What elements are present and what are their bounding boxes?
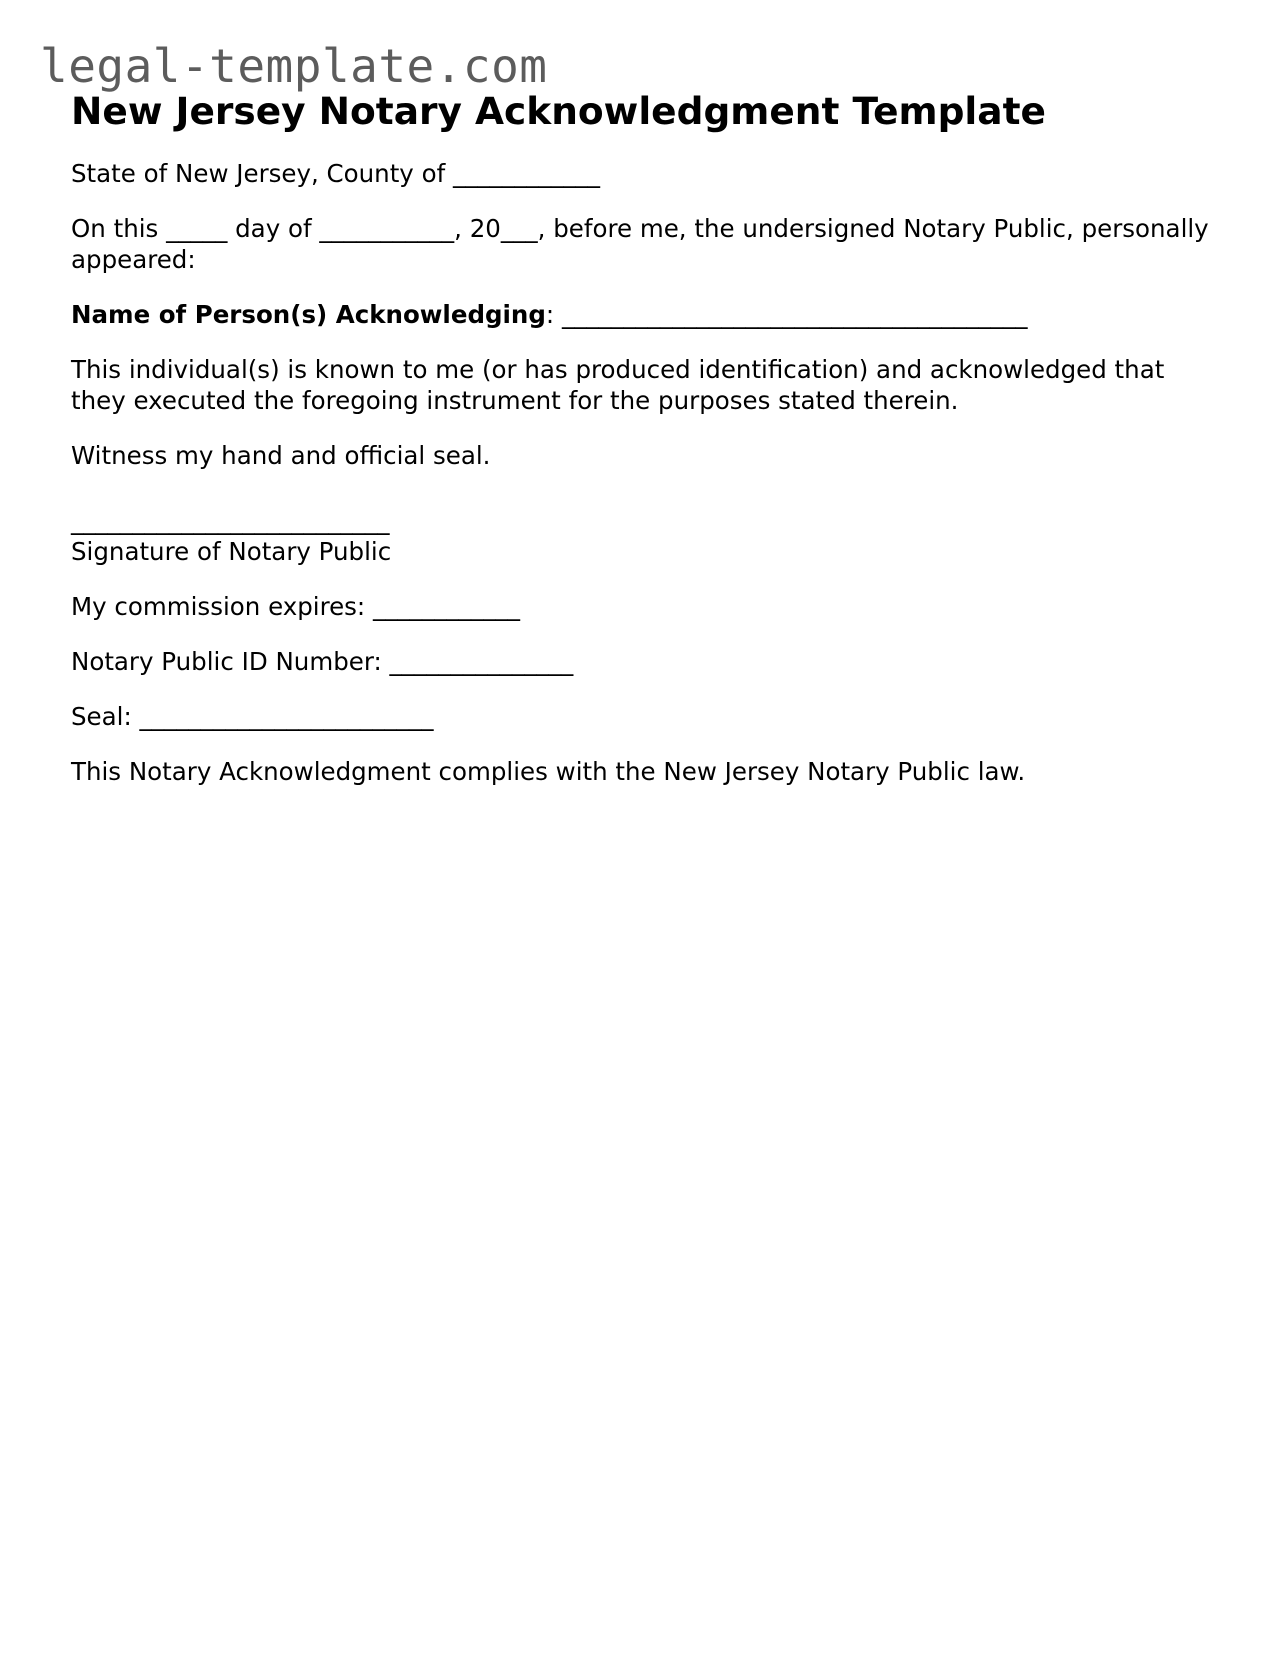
witness-line: Witness my hand and official seal. xyxy=(71,441,491,470)
seal-label: Seal: xyxy=(71,702,140,731)
document-body xyxy=(71,86,1221,811)
venue-text: State of New Jersey, County of xyxy=(71,159,453,188)
appearance-text-3: , 20 xyxy=(454,214,501,243)
name-field-colon: : xyxy=(545,300,562,329)
appearance-text-4: , before me, the undersigned Notary Public, personally appeared: xyxy=(71,214,1209,274)
statement-paragraph: This individual(s) is known to me (or has produced identification) and acknowledged that they executed the foregoing instrument for the purposes stated therein. xyxy=(71,355,1165,415)
venue-line xyxy=(71,158,1221,189)
watermark-logo: legal-template.com xyxy=(40,39,548,93)
signature-block xyxy=(71,505,1221,567)
document-title: New Jersey Notary Acknowledgment Template xyxy=(71,89,1046,133)
signature-line[interactable]: __________________________ xyxy=(71,506,390,535)
appearance-text-1: On this xyxy=(71,214,167,243)
notary-id-line xyxy=(71,646,1221,677)
year-blank[interactable]: ___ xyxy=(500,214,538,243)
notary-id-label: Notary Public ID Number: xyxy=(71,647,390,676)
seal-blank[interactable]: ________________________ xyxy=(139,702,434,731)
name-blank[interactable]: ______________________________________ xyxy=(561,300,1028,329)
day-blank[interactable]: _____ xyxy=(166,214,228,243)
month-blank[interactable]: ___________ xyxy=(319,214,455,243)
name-field-line xyxy=(71,299,1221,330)
appearance-text-2: day of xyxy=(227,214,320,243)
commission-line xyxy=(71,591,1221,622)
appearance-paragraph xyxy=(71,213,1221,275)
commission-label: My commission expires: xyxy=(71,592,373,621)
seal-line xyxy=(71,701,1221,732)
signature-label: Signature of Notary Public xyxy=(71,537,392,566)
county-blank[interactable]: ____________ xyxy=(453,159,600,188)
commission-blank[interactable]: ____________ xyxy=(372,592,520,621)
notary-id-blank[interactable]: _______________ xyxy=(389,647,574,676)
name-field-label: Name of Person(s) Acknowledging xyxy=(71,300,546,329)
compliance-statement: This Notary Acknowledgment complies with the New Jersey Notary Public law. xyxy=(71,757,1026,786)
